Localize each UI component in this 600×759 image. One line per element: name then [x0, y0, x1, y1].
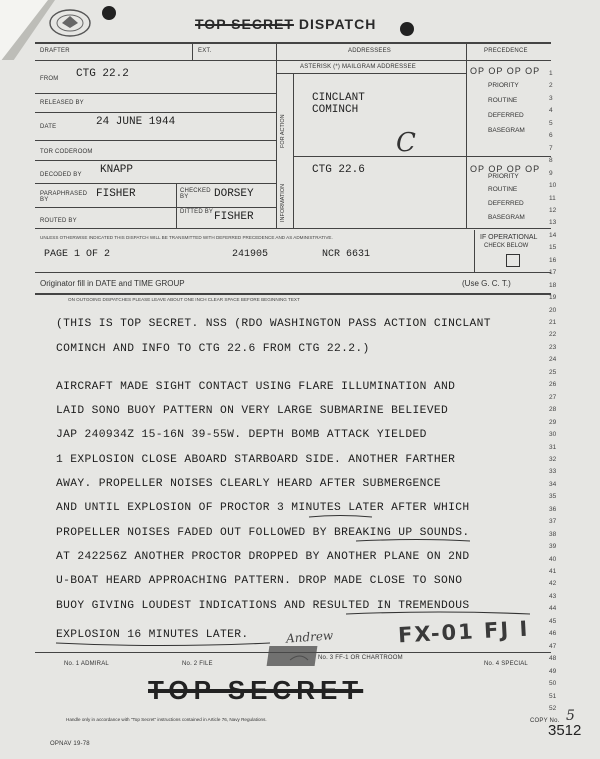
tor-label: TOR CODEROOM: [40, 149, 93, 155]
info-priority: PRIORITY: [488, 173, 519, 180]
footer-no4: No. 4 SPECIAL: [484, 661, 528, 667]
line-number: 22: [549, 331, 557, 339]
precedence-routine: ROUTINE: [488, 97, 518, 104]
line-number: 37: [549, 518, 557, 526]
line-number: 48: [549, 655, 557, 663]
line-number: 14: [549, 231, 557, 239]
paraphrased-label: PARAPHRASED BY: [40, 191, 88, 203]
use-gct: (Use G. C. T.): [462, 279, 511, 288]
line-number: 9: [549, 169, 553, 177]
addressees-label: ADDRESSEES: [348, 48, 392, 54]
body-line-12: BUOY GIVING LOUDEST INDICATIONS AND RESULTED IN TREMENDOUS: [56, 600, 470, 612]
footer-no3: No. 3 FF-1 OR CHARTROOM: [318, 655, 403, 661]
action-addressee-1: CINCLANT: [312, 92, 365, 104]
originator-note: Originator fill in DATE and TIME GROUP: [40, 279, 185, 288]
copy-label: COPY No.: [530, 718, 560, 724]
line-number: 41: [549, 568, 557, 575]
line-number: 43: [549, 592, 557, 600]
top-secret-footer: TOP SECRET: [148, 675, 364, 705]
handwritten-fx-mark: FX-01 FJ I: [397, 616, 530, 648]
from-label: FROM: [40, 76, 59, 82]
info-routine: ROUTINE: [488, 186, 518, 193]
ext-label: EXT.: [198, 48, 212, 54]
body-line-3: AIRCRAFT MADE SIGHT CONTACT USING FLARE ILLUMINATION AND: [56, 381, 456, 393]
from-value: CTG 22.2: [76, 68, 129, 80]
ditted-label: DITTED BY: [180, 209, 214, 215]
line-number: 20: [549, 306, 557, 314]
form-number: OPNAV 19-78: [50, 741, 90, 747]
copy-number: 5: [566, 708, 575, 724]
line-number: 13: [549, 219, 557, 227]
line-number: 28: [549, 406, 557, 414]
body-line-13: EXPLOSION 16 MINUTES LATER.: [56, 629, 249, 641]
line-number: 21: [549, 319, 557, 326]
precedence-priority: PRIORITY: [488, 82, 519, 89]
line-number: 29: [549, 418, 557, 426]
line-number: 18: [549, 281, 557, 289]
line-number: 23: [549, 343, 557, 351]
date-label: DATE: [40, 124, 57, 130]
unless-note: UNLESS OTHERWISE INDICATED THIS DISPATCH WILL BE TRANSMITTED WITH DEFERRED PRECEDENCE AND AS ADMINISTRATIVE.: [40, 235, 333, 240]
body-line-2: COMINCH AND INFO TO CTG 22.6 FROM CTG 22.2.): [56, 343, 370, 355]
asterisk-note: ASTERISK (*) MAILGRAM ADDRESSEE: [300, 64, 416, 70]
info-basegram: BASEGRAM: [488, 214, 525, 221]
routed-label: ROUTED BY: [40, 218, 77, 224]
body-line-5: JAP 240934Z 15-16N 39-55W. DEPTH BOMB ATTACK YIELDED: [56, 429, 427, 441]
for-action-label: FOR ACTION: [280, 114, 286, 148]
body-line-10: AT 242256Z ANOTHER PROCTOR DROPPED BY ANOTHER PLANE ON 2ND: [56, 551, 470, 563]
document-number: 3512: [548, 722, 582, 739]
line-number: 39: [549, 543, 557, 551]
line-number: 40: [549, 555, 557, 563]
line-number: 3: [549, 94, 553, 102]
body-line-4: LAID SONO BUOY PATTERN ON VERY LARGE SUBMARINE BELIEVED: [56, 405, 449, 417]
line-number: 42: [549, 580, 557, 588]
precedence-info-op: OP OP OP OP: [470, 164, 541, 174]
line-number: 27: [549, 393, 557, 401]
line-number: 38: [549, 530, 557, 538]
line-number: 4: [549, 107, 553, 115]
line-number: 2: [549, 82, 553, 90]
drafter-label: DRAFTER: [40, 48, 70, 54]
line-number: 25: [549, 368, 557, 376]
line-number: 17: [549, 269, 557, 277]
line-number: 16: [549, 256, 557, 264]
paraphrased-value: FISHER: [96, 188, 136, 200]
line-number: 30: [549, 431, 557, 439]
footer-no1: No. 1 ADMIRAL: [64, 661, 109, 667]
body-line-7: AWAY. PROPELLER NOISES CLEARLY HEARD AFTER SUBMERGENCE: [56, 478, 441, 490]
footer-stamp-rl: [267, 646, 318, 666]
line-number: 7: [549, 144, 553, 152]
precedence-label: PRECEDENCE: [484, 48, 528, 54]
line-number: 24: [549, 356, 557, 364]
title-dispatch: DISPATCH: [298, 16, 377, 32]
line-number: 34: [549, 480, 557, 488]
action-addressee-2: COMINCH: [312, 104, 359, 116]
outgoing-note: ON OUTGOING DISPATCHES PLEASE LEAVE ABOUT ONE INCH CLEAR SPACE BEFORE BEGINNING TEXT: [68, 297, 300, 302]
line-number: 49: [549, 667, 557, 675]
information-label: INFORMATION: [280, 183, 286, 222]
line-number: 33: [549, 468, 557, 476]
decoded-by-label: DECODED BY: [40, 172, 82, 178]
check-below: CHECK BELOW: [484, 243, 529, 249]
page-value: PAGE 1 OF 2: [44, 249, 111, 260]
date-value: 24 JUNE 1944: [96, 116, 176, 128]
line-number: 10: [549, 182, 557, 190]
line-number: 35: [549, 493, 557, 501]
info-addressee-1: CTG 22.6: [312, 164, 365, 176]
body-line-11: U-BOAT HEARD APPROACHING PATTERN. DROP MADE CLOSE TO SONO: [56, 575, 463, 587]
body-line-1: (THIS IS TOP SECRET. NSS (RDO WASHINGTON PASS ACTION CINCLANT: [56, 318, 491, 330]
dtg-value: 241905: [232, 249, 269, 260]
line-number: 19: [549, 294, 557, 302]
body-line-8: AND UNTIL EXPLOSION OF PROCTOR 3 MINUTES LATER AFTER WHICH: [56, 502, 470, 514]
line-number: 8: [549, 157, 553, 165]
line-number: 6: [549, 132, 553, 140]
footer-no2: No. 2 FILE: [182, 661, 213, 667]
handwritten-scrawl: Andrew: [285, 628, 334, 646]
handle-note: Handle only in accordance with "Top Secret" instructions contained in Article 76, Navy Regulations.: [66, 717, 267, 722]
body-line-9: PROPELLER NOISES FADED OUT FOLLOWED BY BREAKING UP SOUNDS.: [56, 527, 470, 539]
precedence-deferred: DEFERRED: [488, 112, 524, 119]
line-number: 15: [549, 244, 557, 252]
handwritten-c: C: [396, 128, 416, 158]
line-number: 47: [549, 642, 557, 650]
released-by-label: RELEASED BY: [40, 100, 84, 106]
line-number: 50: [549, 680, 557, 688]
line-number: 11: [549, 194, 556, 202]
checked-value: DORSEY: [214, 188, 254, 200]
precedence-action-op: OP OP OP OP: [470, 66, 541, 76]
line-number: 31: [549, 443, 557, 451]
line-number: 1: [549, 70, 553, 77]
ditted-value: FISHER: [214, 211, 254, 223]
line-number: 12: [549, 206, 557, 214]
title-struck: TOP SECRET: [195, 16, 294, 32]
line-number: 52: [549, 704, 557, 712]
line-number: 5: [549, 119, 553, 127]
checked-label: CHECKED BY: [180, 188, 211, 200]
line-number: 46: [549, 630, 557, 638]
decoded-by-value: KNAPP: [100, 164, 134, 176]
line-number: 32: [549, 455, 557, 463]
ncr-value: NCR 6631: [322, 249, 371, 260]
if-operational: IF OPERATIONAL: [480, 234, 538, 241]
line-number: 36: [549, 505, 557, 513]
line-number: 51: [549, 692, 557, 700]
info-deferred: DEFERRED: [488, 200, 524, 207]
line-number: 44: [549, 605, 557, 613]
line-number: 26: [549, 381, 557, 389]
precedence-basegram: BASEGRAM: [488, 127, 525, 134]
line-number: 45: [549, 617, 557, 625]
body-line-6: 1 EXPLOSION CLOSE ABOARD STARBOARD SIDE. ANOTHER FARTHER: [56, 454, 456, 466]
